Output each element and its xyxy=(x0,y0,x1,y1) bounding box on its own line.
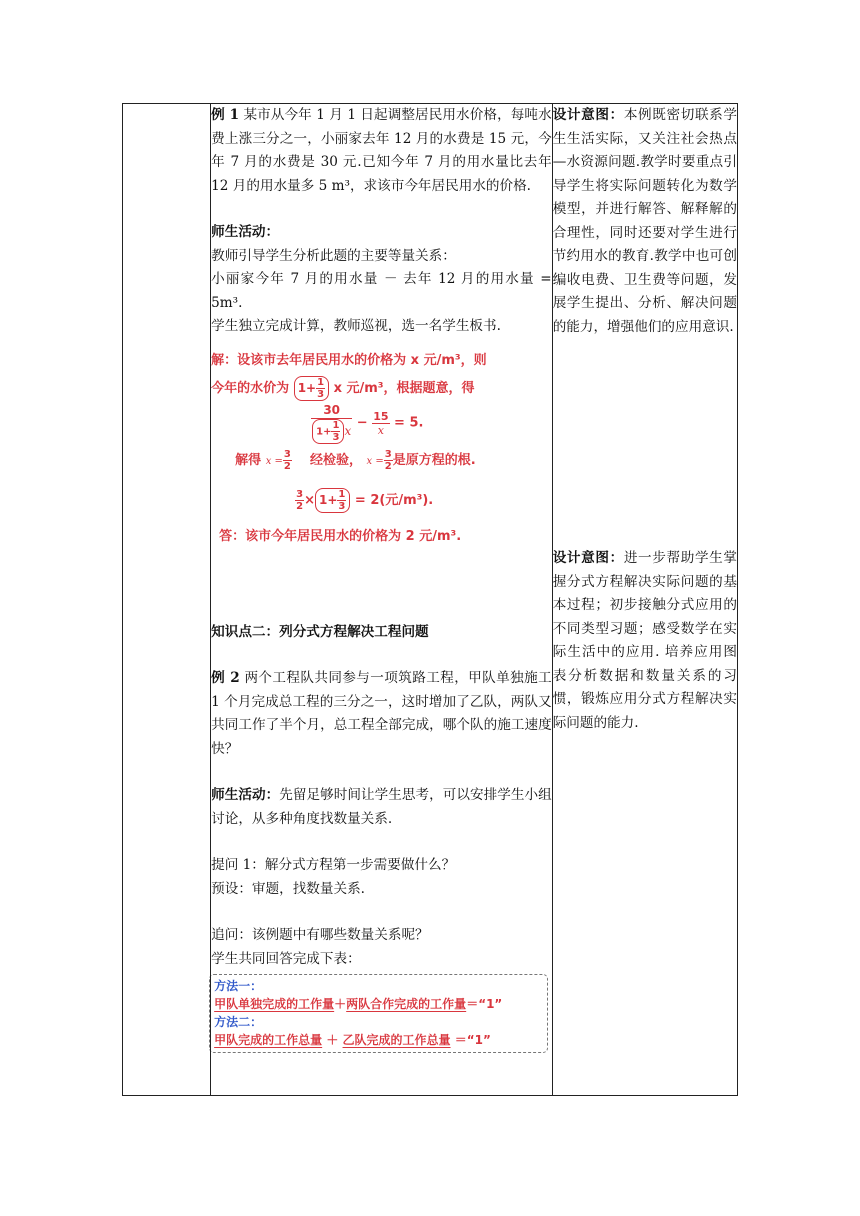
lesson-table xyxy=(122,103,738,1096)
method2-equation: 甲队完成的工作总量 ＋ 乙队完成的工作总量 ＝“1” xyxy=(214,1033,491,1047)
question-2: 追问：该例题中有哪些数量关系呢？ xyxy=(211,927,429,943)
solution-line-5: $\frac{3}{2}$ × 1+ $\frac{1}{3}$ = 2(元/m³). xyxy=(296,488,434,512)
question-1: 提问 1：解分式方程第一步需要做什么？ xyxy=(211,857,456,873)
example2-problem: 例 2 两个工程队共同参与一项筑路工程，甲队单独施工 1 个月完成总工程的三分之一，这时增加了乙队，两队又共同工作了半个月，总工程全部完成，哪个队的施工速度快？ xyxy=(211,670,552,757)
activity-line-1: 教师引导学生分析此题的主要等量关系： xyxy=(211,247,456,264)
solution-line-2: 今年的水价为 1+ $\frac{1}{3}$ x 元/m³，根据题意，得 xyxy=(211,376,475,400)
activity-line-2: 小丽家今年 7 月的用水量 － 去年 12 月的用水量 = 5m³. xyxy=(211,271,552,311)
methods-box xyxy=(209,974,548,1053)
stage-column xyxy=(123,104,211,1096)
solution-line-4: 解得 x = $\frac{3}{2}$ 经检验， x = $\frac{3}{2}$ 是原方程的根. xyxy=(235,448,476,472)
design-intent-2: 设计意图：进一步帮助学生掌握分式方程解决实际问题的基本过程；初步接触分式应用的不同类型习题；感受数学在实际生活中的应用. 培养应用图表分析数据和数量关系的习惯，锻炼应用分式方程解决实际问题的能力. xyxy=(552,550,738,731)
example1-problem: 例 1 某市从今年 1 月 1 日起调整居民用水价格，每吨水费上涨三分之一，小丽家去年 12 月的水费是 15 元，今年 7 月的水费是 30 元.已知今年 7 月的用水量比去年 12 月的用水量多 5 m³，求该市今年居民用水的价格. xyxy=(211,107,552,194)
method1-title: 方法一： xyxy=(214,979,263,993)
solution-equation: 30 1+ $\frac{1}{3}$ x − $\frac{15}{x}$ = 5. xyxy=(211,403,552,447)
method2-title: 方法二： xyxy=(214,1015,263,1029)
solution-answer: 答：该市今年居民用水的价格为 2 元/m³. xyxy=(219,528,462,544)
example2-label: 例 2 xyxy=(211,670,240,686)
process-column xyxy=(211,104,553,1096)
design-intent-1: 设计意图：本例既密切联系学生生活实际，又关注社会热点—水资源问题.教学时要重点引导学生将实际问题转化为数学模型，并进行解答、解释解的合理性，同时还要对学生进行节约用水的教育.教学中也可创编收电费、卫生费等问题，发展学生提出、分析、解决问题的能力，增强他们的应用意识. xyxy=(552,107,738,335)
price-factor: 1+ $\frac{1}{3}$ xyxy=(294,376,329,401)
answer-2: 学生共同回答完成下表： xyxy=(211,950,361,967)
answer-1: 预设：审题，找数量关系. xyxy=(211,880,365,897)
activity-line-3: 学生独立完成计算，教师巡视，选一名学生板书. xyxy=(211,318,501,334)
method1-equation: 甲队单独完成的工作量＋两队合作完成的工作量＝“1” xyxy=(214,997,503,1011)
solution-line-1: 解：设该市去年居民用水的价格为 x 元/m³，则 xyxy=(211,352,487,368)
example1-label: 例 1 xyxy=(211,107,240,123)
design-column xyxy=(552,104,737,1096)
solution-block xyxy=(211,347,552,551)
example2-activity: 师生活动：先留足够时间让学生思考，可以安排学生小组讨论，从多种角度找数量关系. xyxy=(211,787,552,827)
example1-activity-title: 师生活动： xyxy=(211,224,280,240)
knowledge-point-title: 知识点二：列分式方程解决工程问题 xyxy=(211,623,429,640)
